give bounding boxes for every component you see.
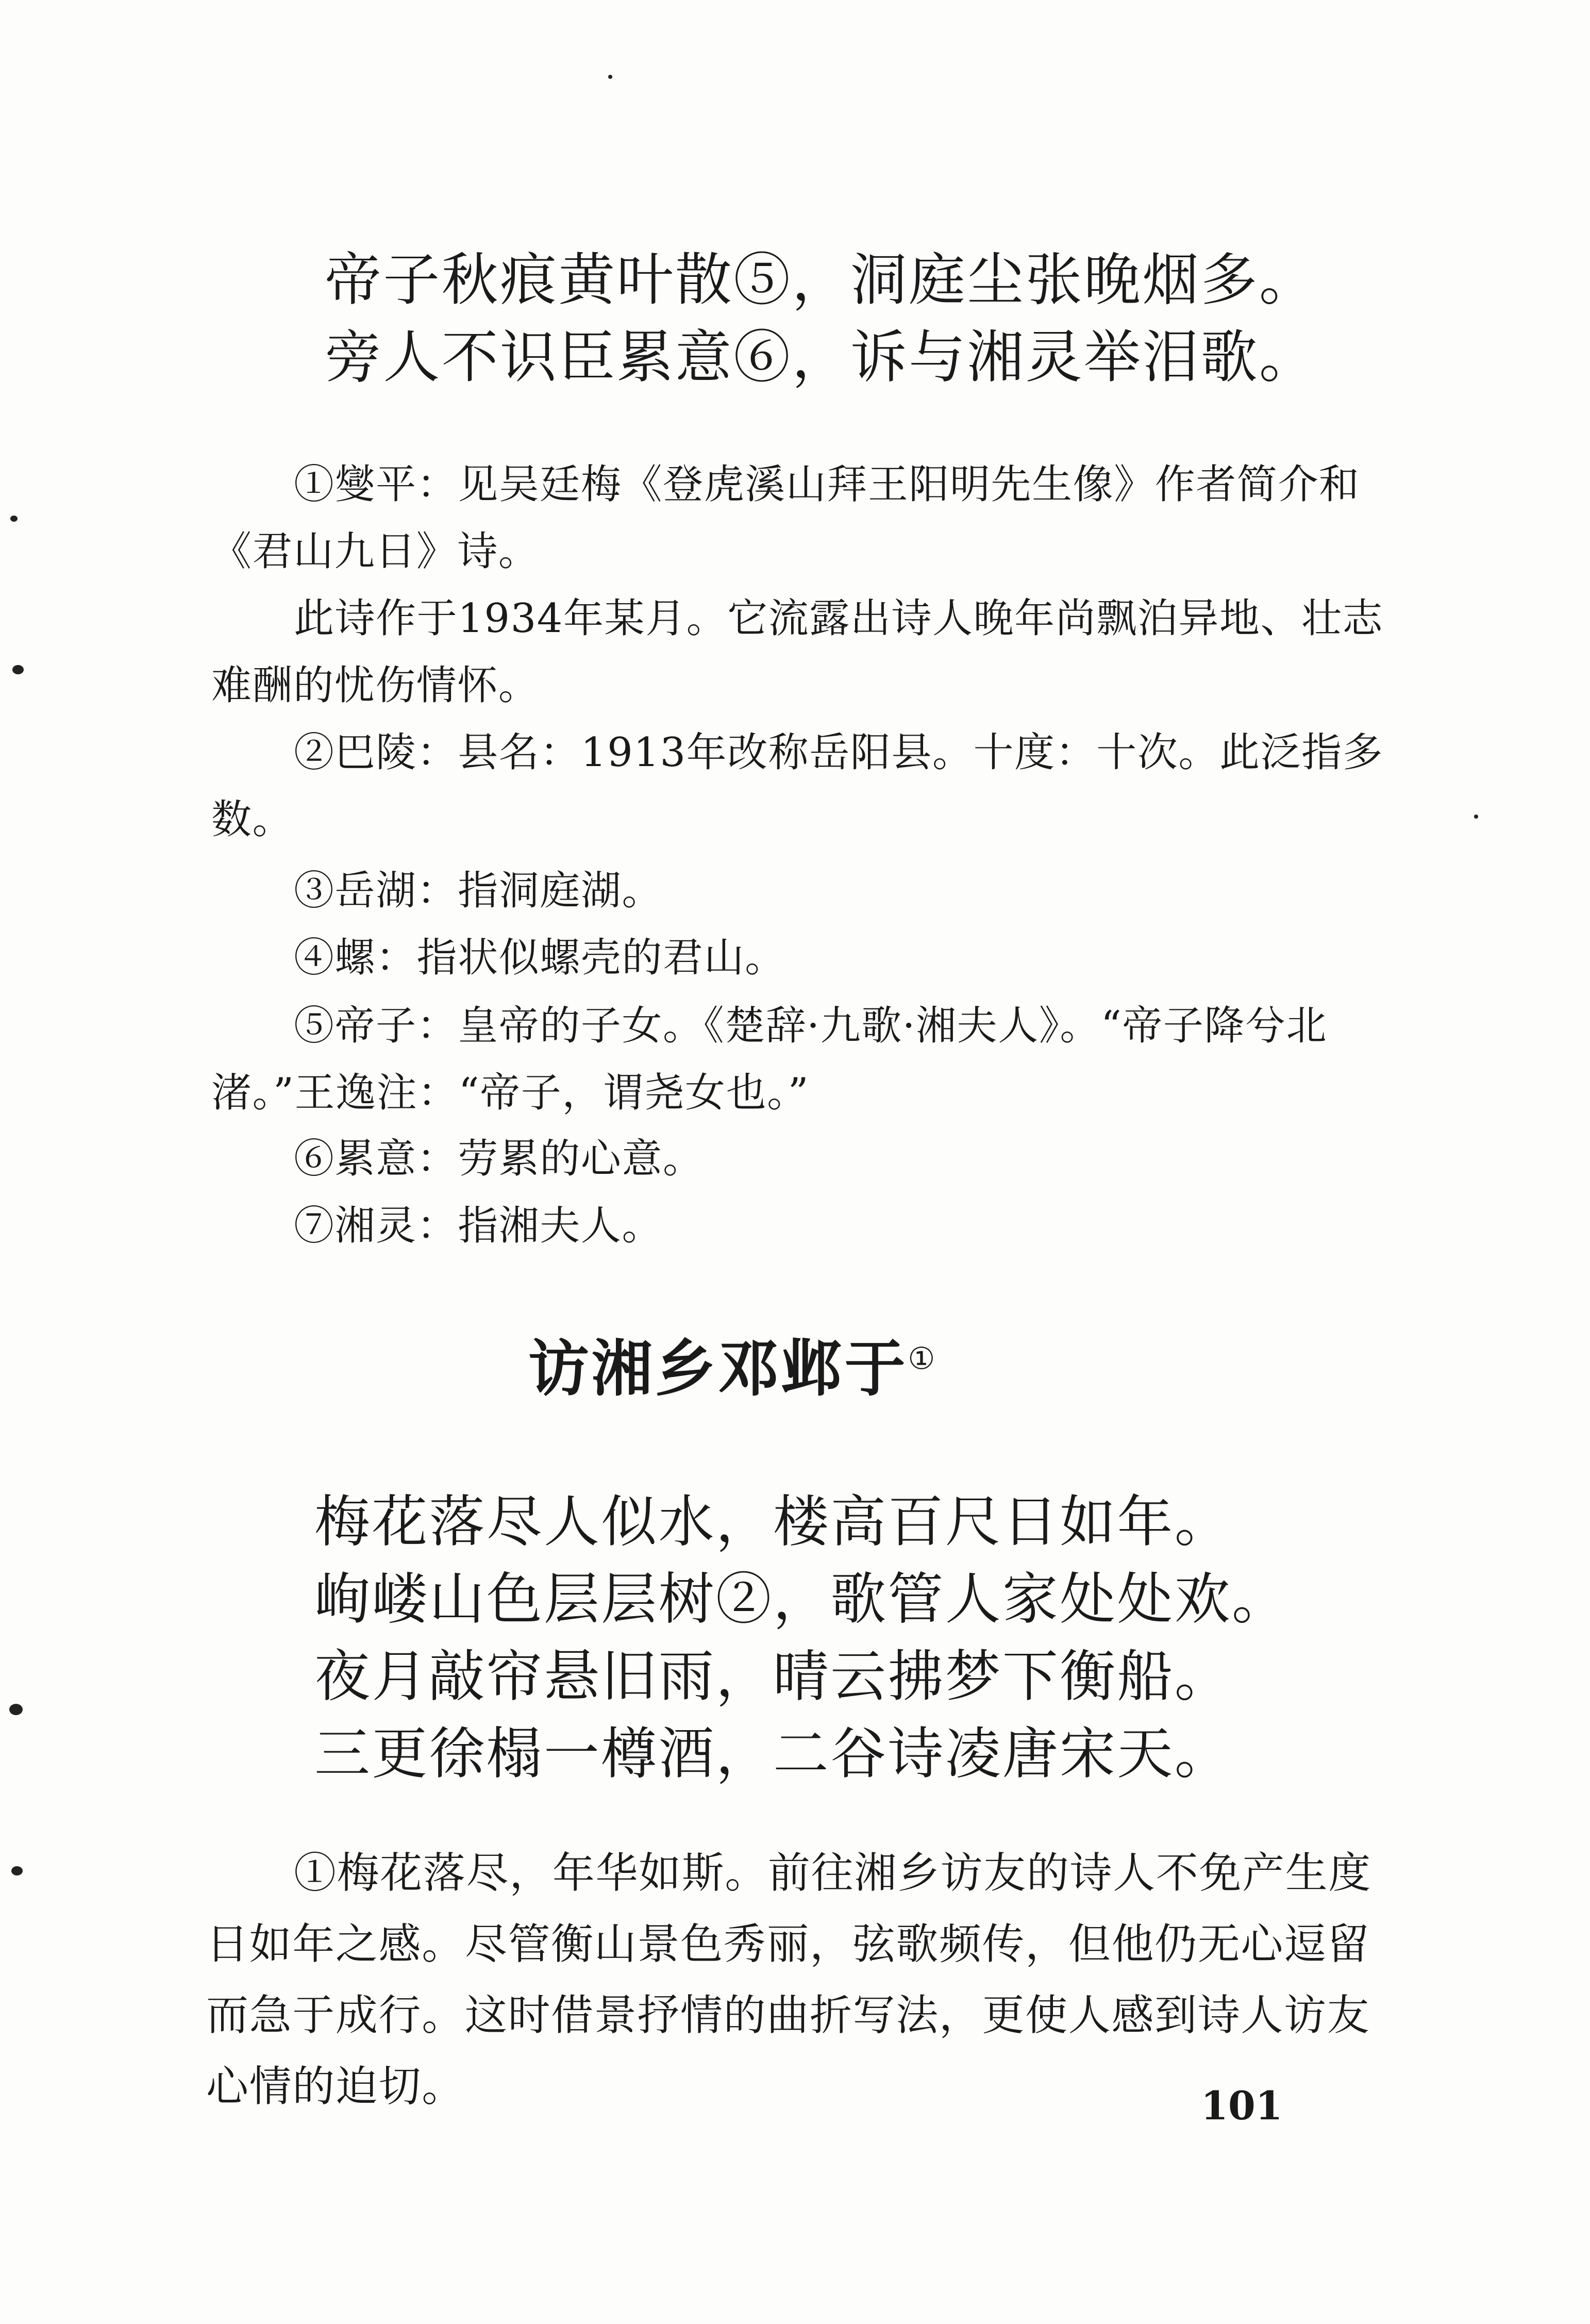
poem1-line-2: 旁人不识臣累意⑥，诉与湘灵举泪歌。	[325, 324, 1318, 390]
note-3-yuehu: ③岳湖：指洞庭湖。	[294, 868, 663, 914]
poem2-line-2: 峋嵝山色层层树②，歌管人家处处欢。	[314, 1567, 1290, 1632]
scan-speck	[10, 516, 18, 522]
note-5-dizi: ⑤帝子：皇帝的子女。《楚辞·九歌·湘夫人》。“帝子降兮北渚。”王逸注：“帝子，谓尧女也。”	[211, 1003, 1328, 1116]
poem2-line-1: 梅花落尽人似水，楼高百尺日如年。	[314, 1490, 1232, 1554]
scan-speck	[1474, 815, 1478, 819]
poem1-line-1: 帝子秋痕黄叶散⑤，洞庭尘张晚烟多。	[325, 247, 1318, 313]
title-note-mark: ①	[908, 1340, 938, 1376]
scan-speck	[11, 1866, 23, 1875]
note-7-xiangling: ⑦湘灵：指湘夫人。	[294, 1203, 663, 1249]
scan-speck	[9, 1704, 23, 1715]
note-1-biography: ①燮平：见吴廷梅《登虎溪山拜王阳明先生像》作者简介和《君山九日》诗。	[211, 461, 1360, 575]
poem2-line-3: 夜月敲帘悬旧雨，晴云拂梦下衡船。	[314, 1645, 1232, 1709]
note-6-leiyi: ⑥累意：劳累的心意。	[294, 1136, 704, 1182]
note-poem2-1: ①梅花落尽，年华如斯。前往湘乡访友的诗人不免产生度日如年之感。尽管衡山景色秀丽，弦歌频传，但他仍无心逗留而急于成行。这时借景抒情的曲折写法，更使人感到诗人访友心情的迫切。	[206, 1849, 1372, 2111]
note-4-luo: ④螺：指状似螺壳的君山。	[294, 935, 786, 981]
note-1-background: 此诗作于1934年某月。它流露出诗人晚年尚飘泊异地、壮志难酬的忧伤情怀。	[211, 595, 1384, 709]
poem-title: 访湘乡邓邺于①	[528, 1333, 938, 1404]
note-2-baling: ②巴陵：县名：1913年改称岳阳县。十度：十次。此泛指多数。	[211, 729, 1384, 843]
scan-speck	[608, 75, 612, 79]
page-number: 101	[1201, 2083, 1283, 2129]
poem2-line-4: 三更徐榻一樽酒，二谷诗凌唐宋天。	[314, 1722, 1232, 1786]
scan-speck	[12, 665, 24, 674]
